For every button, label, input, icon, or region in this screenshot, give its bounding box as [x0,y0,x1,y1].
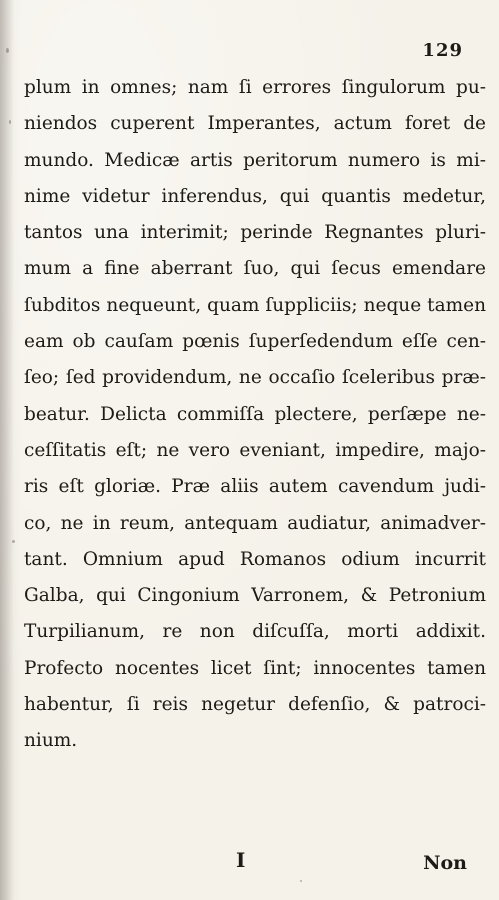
text-line: plum in omnes; nam ſi errores ſingulorum pu- [24,77,486,98]
signature-mark: I [236,848,246,872]
text-line: Turpilianum, re non diſcuſſa, morti addixit. [24,621,486,643]
catchword: Non [423,852,467,874]
paper-speck [6,48,9,53]
text-line: mundo. Medicæ artis peritorum numero is mi- [24,149,486,171]
body-text [24,70,486,760]
text-line: ceſſitatis eſt; ne vero eveniant, impedire, majo- [24,439,486,461]
text-line: habentur, ſi reis negetur defenſio, & patroci- [24,694,486,716]
text-line: Profecto nocentes licet ſint; innocentes tamen [24,657,486,679]
gutter-shadow [0,0,14,900]
text-line: co, ne in reum, antequam audiatur, animadver- [24,512,486,534]
text-line: ris eſt gloriæ. Præ aliis autem cavendum judi- [24,476,486,498]
paper-speck [472,590,474,592]
text-line: ſubditos nequeunt, quam ſuppliciis; neque tamen [24,294,486,316]
text-line: tantos una interimit; perinde Regnantes pluri- [24,222,486,244]
text-line: tant. Omnium apud Romanos odium incurrit [24,548,486,570]
text-line: Galba, qui Cingonium Varronem, & Petronium [24,585,486,607]
text-line: nium. [24,730,78,752]
text-line: beatur. Delicta commiſſa plectere, perſæpe ne- [24,403,486,425]
paper-speck [9,120,11,124]
text-line: niendos cuperent Imperantes, actum foret de [24,113,486,135]
text-line: ſeo; ſed providendum, ne occaſio ſceleribus præ- [24,367,486,389]
text-line: mum a fine aberrant ſuo, qui ſecus emendare [24,258,486,280]
text-line: nime videtur inferendus, qui quantis medetur, [24,185,486,207]
paper-speck [300,880,302,882]
text-line: eam ob cauſam pœnis ſuperſedendum eſſe cen- [24,331,486,353]
page-number: 129 [422,40,463,61]
paper-speck [12,540,15,543]
